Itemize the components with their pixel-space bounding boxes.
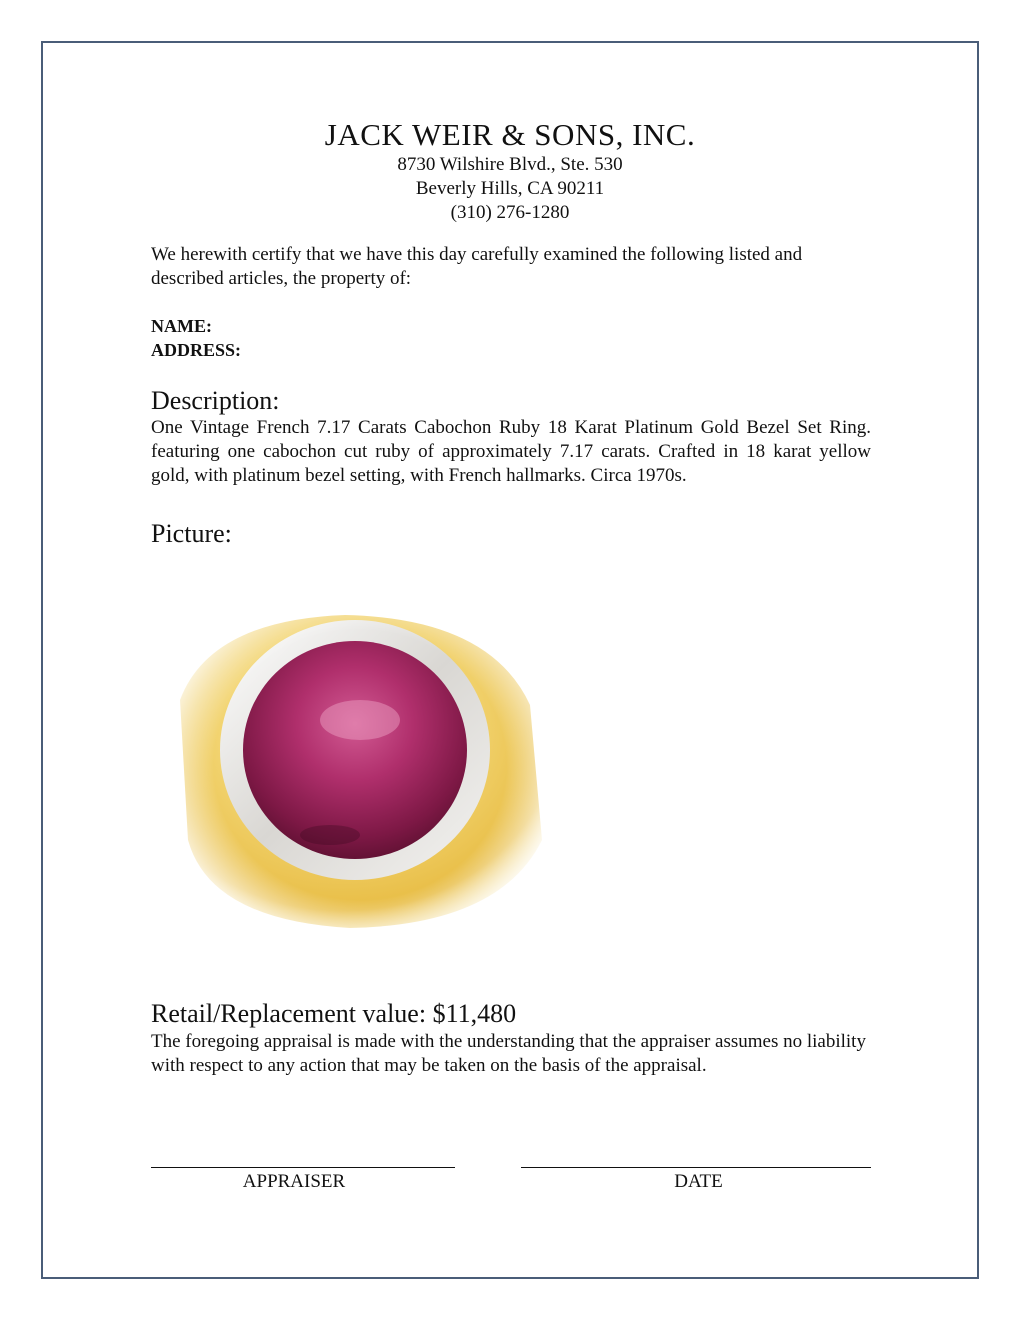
certify-text: We herewith certify that we have this day carefully examined the following listed and described articles, the property of: [151, 244, 803, 289]
picture-heading: Picture: [151, 519, 232, 548]
company-street: 8730 Wilshire Blvd., Ste. 530 [397, 154, 623, 175]
address-label: ADDRESS: [151, 340, 242, 360]
date-signature-line [521, 1167, 871, 1168]
description-heading: Description: [151, 386, 280, 415]
company-city: Beverly Hills, CA 90211 [415, 178, 605, 199]
value-label: Retail/Replacement value: [151, 999, 427, 1028]
owner-fields [151, 314, 871, 362]
value-line [151, 999, 871, 1029]
description-text: One Vintage French 7.17 Carats Cabochon Ruby 18 Karat Platinum Gold Bezel Set Ring. featuring one cabochon cut ruby of approximately 7.17 carats. Crafted in 18 karat yellow gold, with platinum bezel setting, with French hallmarks. Circa 1970s. [151, 417, 871, 486]
company-phone: (310) 276-1280 [450, 202, 570, 223]
value-amount: $11,480 [432, 999, 517, 1028]
date-label: DATE [674, 1171, 723, 1192]
disclaimer-text: The foregoing appraisal is made with the understanding that the appraiser assumes no liability with respect to any action that may be taken on the basis of the appraisal. [151, 1031, 866, 1076]
company-header [0, 117, 1020, 225]
ring-illustration [170, 590, 550, 940]
appraiser-label: APPRAISER [242, 1171, 346, 1192]
company-name: JACK WEIR & SONS, INC. [324, 117, 696, 152]
appraiser-signature-line [151, 1167, 455, 1168]
name-label: NAME: [151, 316, 212, 336]
ruby-ring-photo [170, 590, 550, 940]
